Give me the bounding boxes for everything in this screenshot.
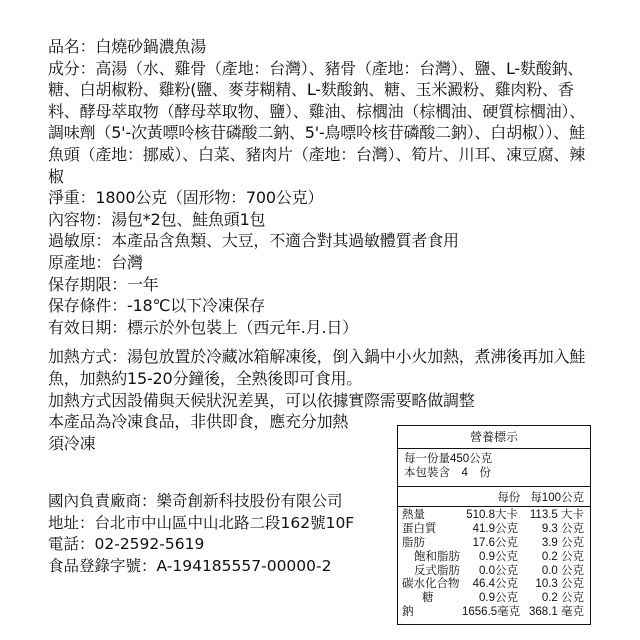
net-weight: 淨重：1800公克（固形物：700公克） xyxy=(48,188,324,208)
per-serving-value: 0.0公克 xyxy=(479,564,518,577)
company-info xyxy=(48,491,388,577)
frozen-note-keep: 須冷凍 xyxy=(48,433,96,453)
per-serving-value: 510.8大卡 xyxy=(466,509,518,521)
per-100g-value: 0.0 公克 xyxy=(541,564,584,577)
nutrition-table xyxy=(397,425,591,625)
per-serving-value: 17.6公克 xyxy=(472,536,518,549)
heating-note: 加熱方式因設備與天候狀況差異，可以依據實際需要略做調整 xyxy=(48,390,475,410)
per-serving-value: 46.4公克 xyxy=(472,578,518,591)
col-per-serving: 每份 xyxy=(497,492,521,504)
nutrition-row xyxy=(402,551,586,565)
manufacturer: 國內負責廠商：樂奇創新科技股份有限公司 xyxy=(48,492,343,510)
nutrient-name: 飽和脂肪 xyxy=(414,550,460,563)
nutrient-name: 反式脂肪 xyxy=(414,564,460,577)
per-serving-value: 1656.5毫克 xyxy=(462,606,521,619)
servings-per-pack: 本包裝含 4 份 xyxy=(404,467,491,479)
spacer xyxy=(48,338,600,346)
nutrient-name: 糖 xyxy=(422,592,434,605)
nutrition-row xyxy=(402,523,586,537)
origin: 原產地：台灣 xyxy=(48,252,143,272)
nutrition-row xyxy=(402,565,586,579)
product-name: 品名：白燒砂鍋濃魚湯 xyxy=(48,37,207,56)
per-100g-value: 10.3 公克 xyxy=(535,578,584,591)
nutrition-row xyxy=(402,606,586,620)
per-100g-value: 0.2 公克 xyxy=(541,592,584,605)
nutrition-rows xyxy=(398,507,590,620)
shelf-life: 保存期限：一年 xyxy=(48,274,159,294)
nutrient-name: 脂肪 xyxy=(402,536,425,549)
address: 地址：台北市中山區中山北路二段162號10F xyxy=(48,513,355,532)
contents: 內容物：湯包*2包、鮭魚頭1包 xyxy=(48,209,266,229)
serving-info xyxy=(398,449,590,487)
expiry-date: 有效日期：標示於外包裝上（西元年.月.日） xyxy=(48,317,358,337)
per-serving-value: 0.9公克 xyxy=(479,550,518,563)
ingredients: 成分：高湯（水、雞骨（產地：台灣）、豬骨（產地：台灣）、鹽、L-麩酸鈉、糖、白胡椒粉、雞粉(鹽、麥芽糊精、L-麩酸鈉、糖、玉米澱粉、雞肉粉、香料、酵母萃取物（酵母萃取物、鹽）、雞油、棕櫚油（棕櫚油、硬質棕櫚油）、調味劑（5'-次黃嘌呤核苷磷酸二鈉、5'-鳥嘌呤核苷磷酸二鈉）、白胡椒））、鮭魚頭（產地：挪威）、白菜、豬肉片（產地：台灣）、筍片、川耳、凍豆腐、辣椒 xyxy=(48,58,586,186)
storage: 保存條件：-18℃以下冷凍保存 xyxy=(48,296,266,316)
product-label-text xyxy=(48,36,600,454)
nutrition-title: 營養標示 xyxy=(398,426,590,449)
per-100g-value: 3.9 公克 xyxy=(541,536,584,549)
heating-method: 加熱方式：湯包放置於冷藏冰箱解凍後，倒入鍋中小火加熱，煮沸後再加入鮭魚，加熱約15-20分鐘後，全熟後即可食用。 xyxy=(48,347,586,388)
frozen-note: 本產品為冷凍食品，非供即食，應充分加熱 xyxy=(48,412,349,432)
per-100g-value: 0.2 公克 xyxy=(541,550,584,563)
nutrition-header xyxy=(398,487,590,507)
per-serving-value: 41.9公克 xyxy=(472,522,518,535)
nutrient-name: 蛋白質 xyxy=(402,522,437,535)
per-100g-value: 9.3 公克 xyxy=(541,522,584,535)
allergen: 過敏原：本產品含魚類、大豆，不適合對其過敏體質者食用 xyxy=(48,231,459,251)
registration-number: 食品登錄字號：A-194185557-00000-2 xyxy=(48,556,332,575)
nutrition-row xyxy=(402,509,586,523)
nutrient-name: 鈉 xyxy=(402,606,414,619)
nutrition-row xyxy=(402,537,586,551)
per-100g-value: 368.1 毫克 xyxy=(529,606,584,619)
per-100g-value: 113.5 大卡 xyxy=(529,509,584,521)
nutrient-name: 碳水化合物 xyxy=(402,578,460,591)
nutrient-name: 熱量 xyxy=(402,509,425,521)
nutrition-row xyxy=(402,578,586,592)
per-serving-value: 0.9公克 xyxy=(479,592,518,605)
col-per-100g: 每100公克 xyxy=(530,492,584,504)
nutrition-row xyxy=(402,592,586,606)
serving-size: 每一份量450公克 xyxy=(404,453,493,465)
phone: 電話：02-2592-5619 xyxy=(48,535,205,553)
